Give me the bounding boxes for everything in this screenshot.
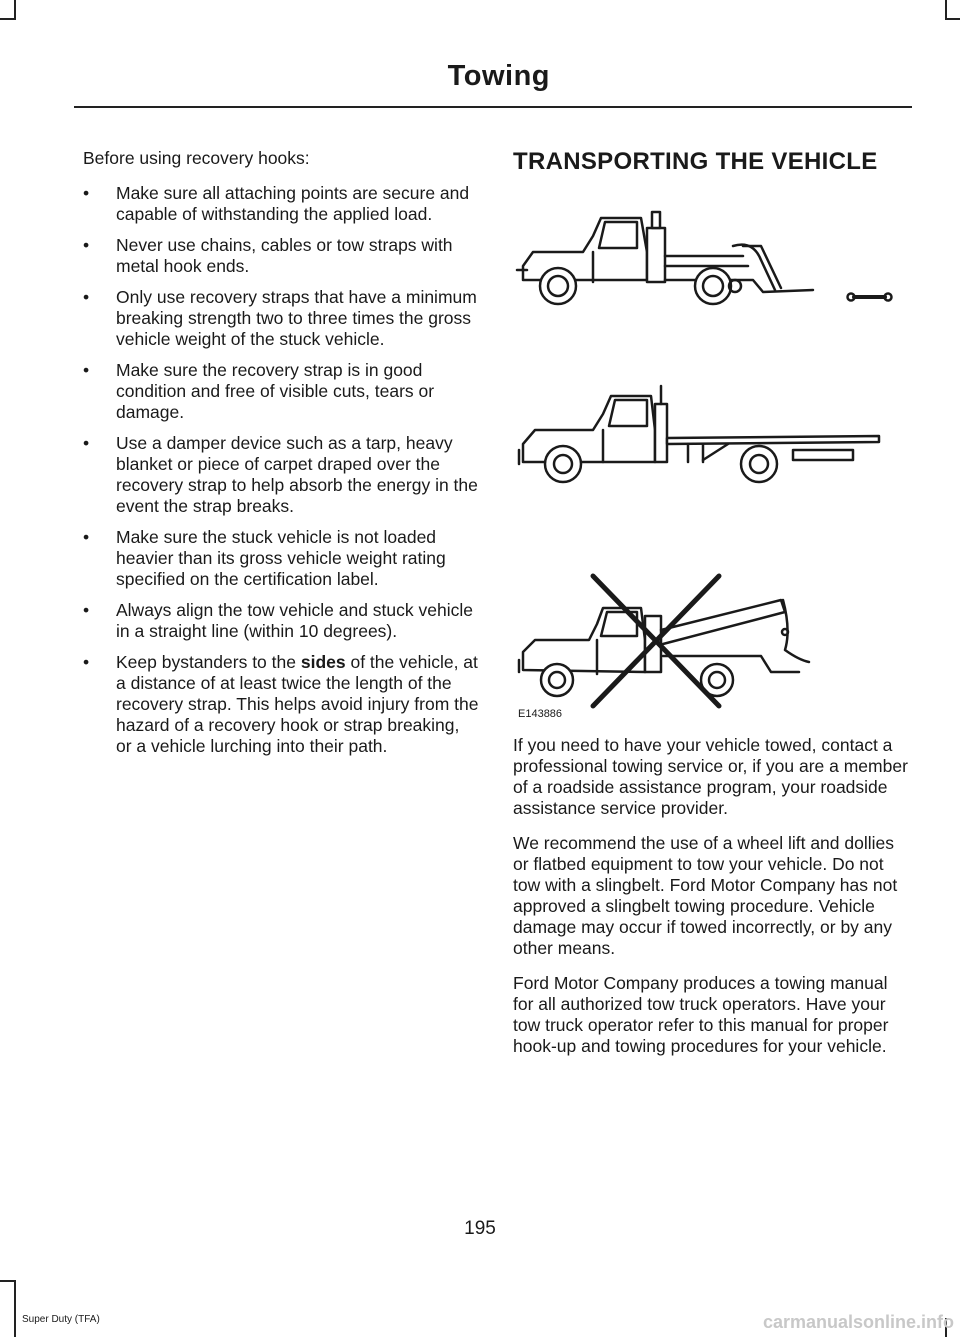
list-item-text: of the vehicle, at a distance of at least twice the length of the recovery strap. This helps avoid injury from the hazard of a recovery hook or strap breaking, or a vehicle lurching into their path. (116, 652, 479, 756)
list-item-text: Keep bystanders to the (116, 652, 301, 672)
paragraph: Ford Motor Company produces a towing manual for all authorized tow truck operators. Have your tow truck operator refer to this manual for proper hook-up and towing procedures for your vehicle. (513, 973, 889, 1056)
list-item: • Make sure the recovery strap is in good condition and free of visible cuts, tears or damage. (83, 360, 479, 423)
page-number: 195 (464, 1218, 496, 1239)
list-item: • Never use chains, cables or tow straps with metal hook ends. (83, 235, 479, 277)
crop-mark (945, 0, 947, 20)
towing-methods-illustration (513, 200, 913, 710)
intro-text: Before using recovery hooks: (83, 148, 310, 168)
wheel-lift-truck-icon (517, 212, 892, 304)
list-item: • Always align the tow vehicle and stuck vehicle in a straight line (within 10 degrees). (83, 600, 479, 642)
right-column (513, 735, 909, 1071)
crop-mark (0, 18, 16, 20)
flatbed-truck-icon (519, 386, 879, 482)
list-item: • Use a damper device such as a tarp, heavy blanket or piece of carpet draped over the recovery strap to help absorb the energy in the event the strap breaks. (83, 433, 479, 517)
left-column (83, 148, 479, 767)
crop-mark (14, 0, 16, 20)
watermark: carmanualsonline.info (762, 1312, 954, 1332)
paragraph: We recommend the use of a wheel lift and dollies or flatbed equipment to tow your vehicle. Do not tow with a slingbelt. Ford Motor Company has not approved a slingbelt towing procedure. Vehicle damage may occur if towed incorrectly, or by any other means. (513, 833, 898, 958)
list-item: • Make sure the stuck vehicle is not loaded heavier than its gross vehicle weight rating specified on the certification label. (83, 527, 479, 590)
figure-id: E143886 (518, 708, 563, 720)
crop-mark (945, 18, 960, 20)
page-header-title: Towing (447, 60, 550, 92)
footer-text: Super Duty (TFA) (22, 1314, 100, 1325)
list-item: • Only use recovery straps that have a minimum breaking strength two to three times the gross vehicle weight of the stuck vehicle. (83, 287, 479, 350)
crop-mark (0, 1280, 16, 1282)
header-rule (74, 106, 912, 108)
precautions-list (83, 183, 479, 757)
crop-mark (14, 1280, 16, 1337)
list-item: • Make sure all attaching points are secure and capable of withstanding the applied load. (83, 183, 479, 225)
paragraph: If you need to have your vehicle towed, contact a professional towing service or, if you are a member of a roadside assistance program, your roadside assistance service provider. (513, 735, 908, 818)
section-heading: TRANSPORTING THE VEHICLE (513, 148, 878, 175)
list-item (83, 652, 479, 757)
emphasis-text: sides (300, 652, 346, 672)
